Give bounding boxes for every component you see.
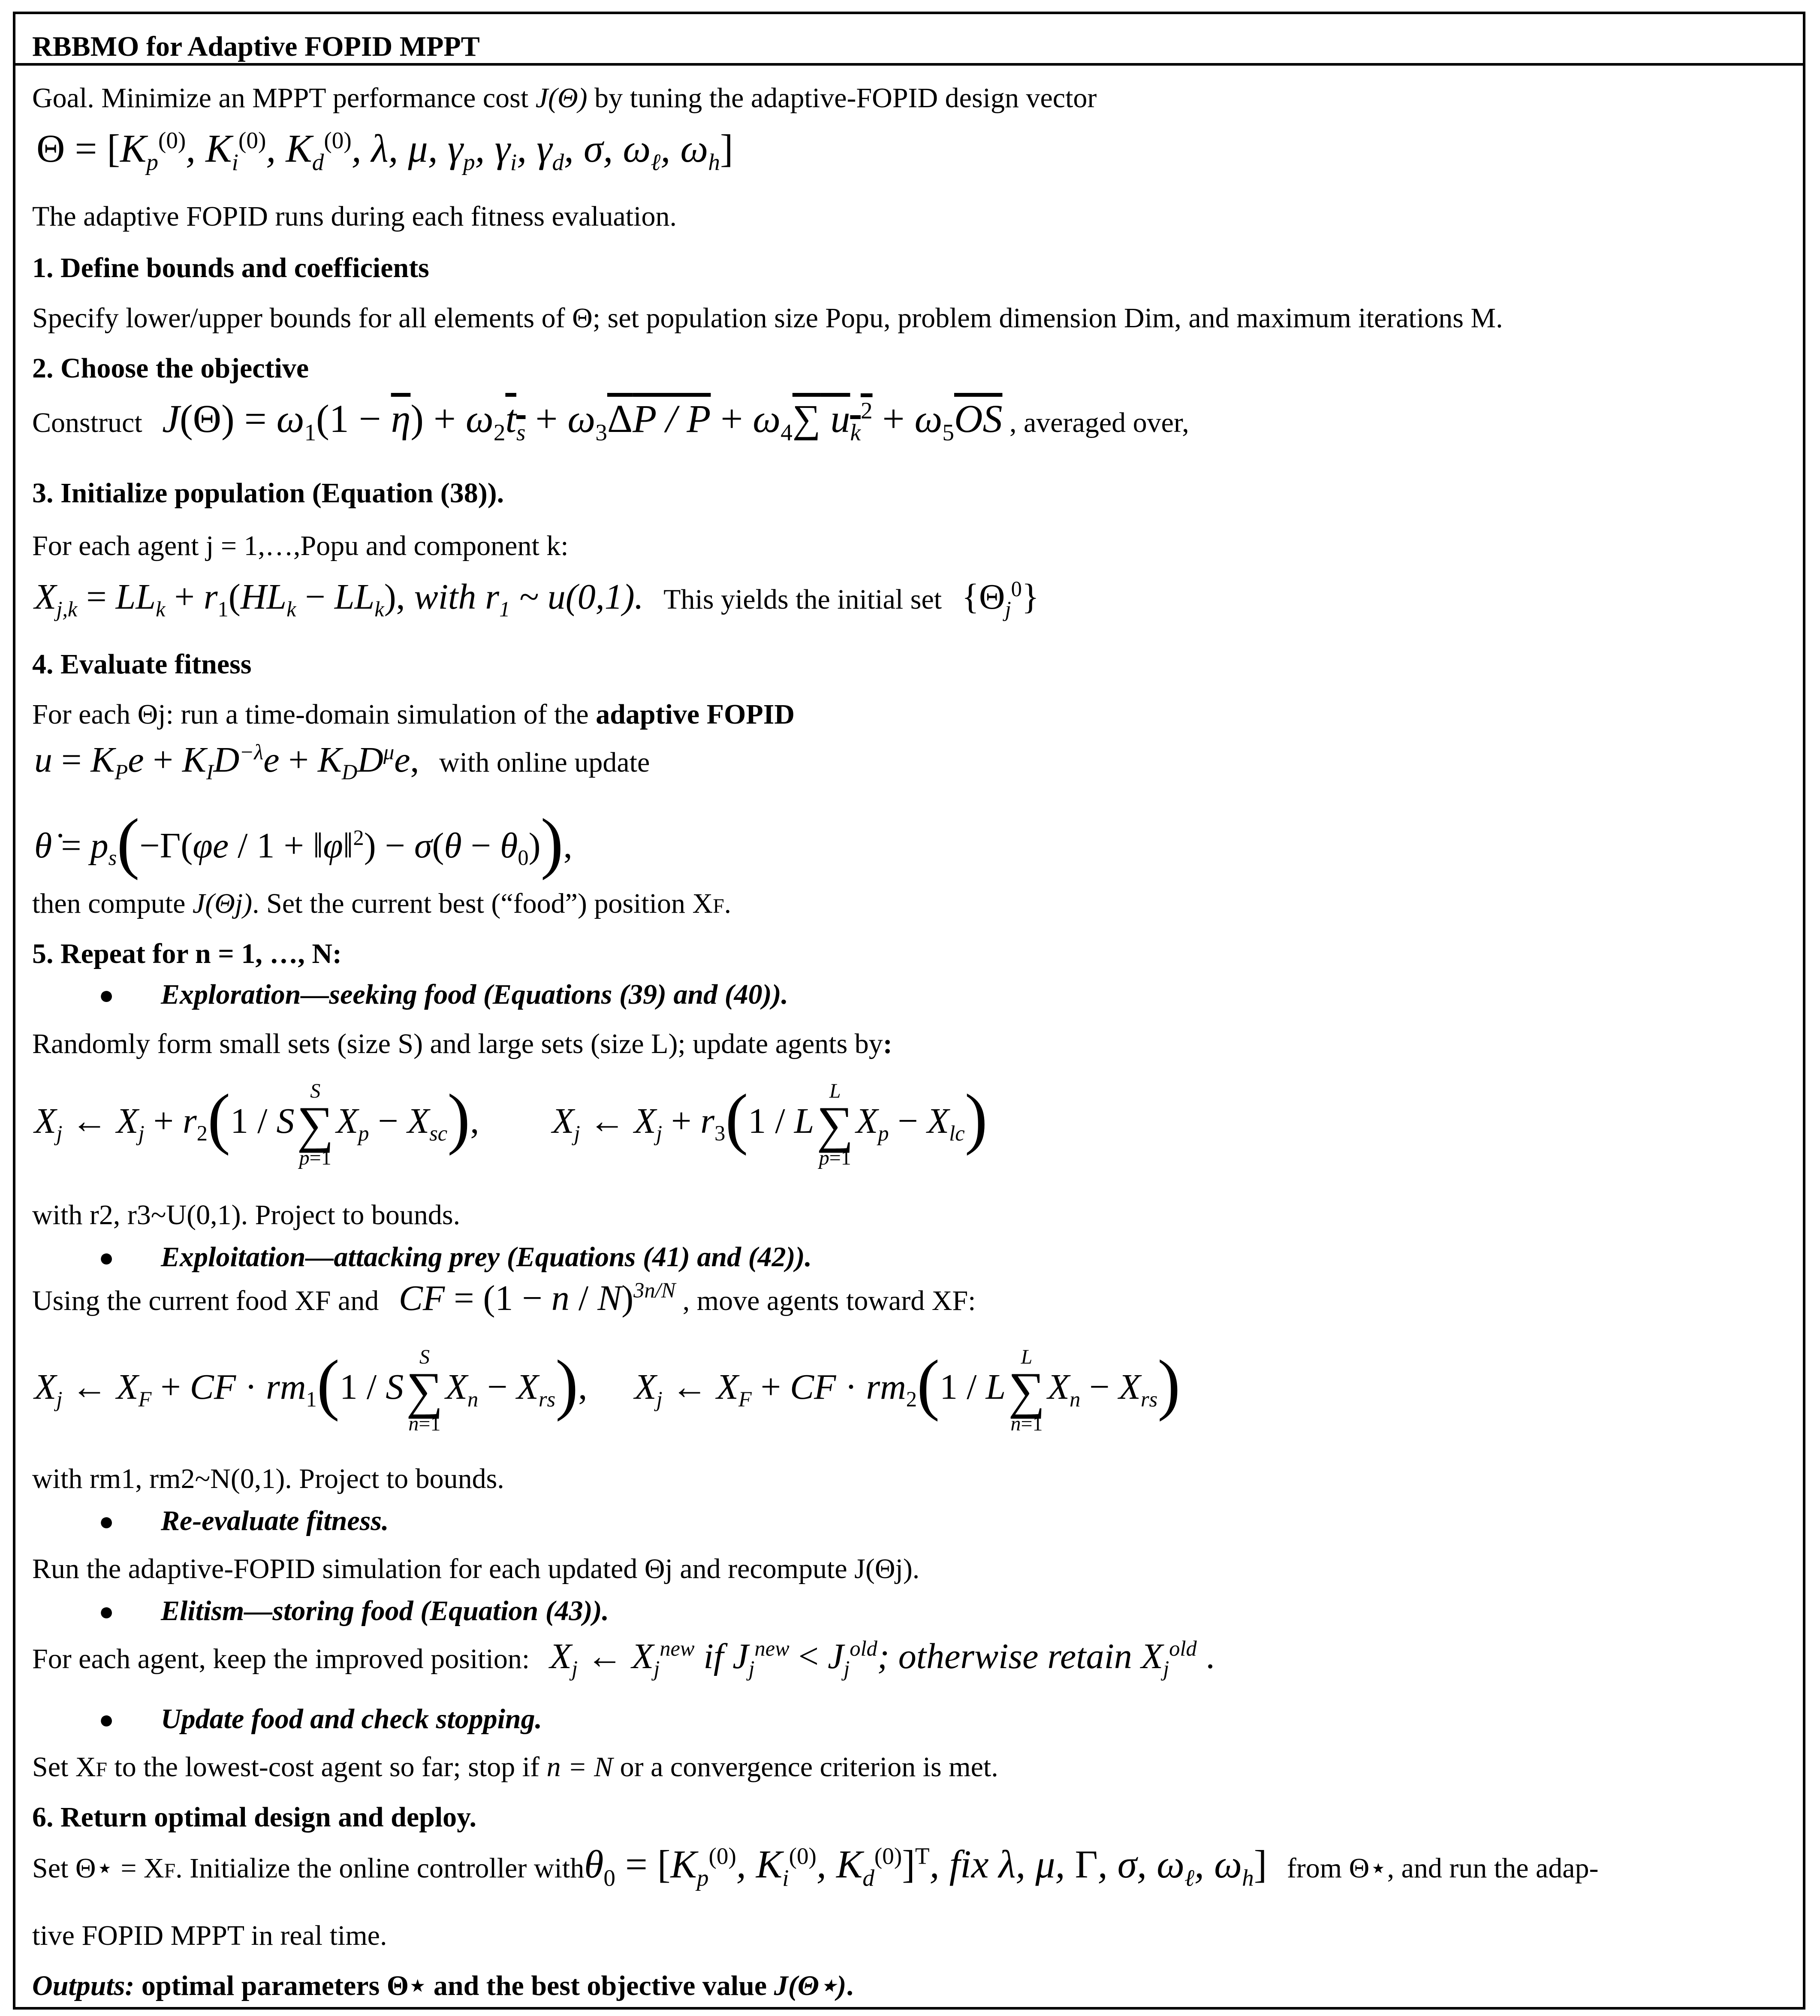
elitism-heading: Elitism—storing food (Equation (43)). xyxy=(161,1595,609,1627)
elitism-text: For each agent, keep the improved position: $X_j$ ← $X_j^{new}$ if $J_j^{new} < J_j^{old}$; otherwise retain $X_j^{old}$ . xyxy=(32,1636,1215,1681)
init-equation-line: $X_{j,k} = LL_k + r_1(HL_k - LL_k)$, with $r_1$ ~ u(0,1). This yields the initial set $\{\Theta_j^0\}$ xyxy=(34,577,1040,621)
step-1-heading: 1. Define bounds and coefficients xyxy=(32,252,429,284)
step-4-heading: 4. Evaluate fitness xyxy=(32,649,252,680)
intro-note: The adaptive FOPID runs during each fitness evaluation. xyxy=(32,201,677,232)
exploration-equations xyxy=(34,1081,988,1168)
bullet-icon: ● xyxy=(99,1507,115,1536)
exploration-equation-large: $X_j$ ← $X_j + r_3(1 / L$ L ∑ p=1 $X_p - X_{lc}$) xyxy=(552,1080,988,1169)
deploy-equation: $\theta_0 = [K_p^{(0)}$, $K_i^{(0)}$, $K_d^{(0)}]^T$, fix λ, μ, Γ, σ, $\omega_\ell$, $\omega_h$] xyxy=(584,1842,1267,1891)
reevaluate-text: Run the adaptive-FOPID simulation for each updated Θj and recompute J(Θj). xyxy=(32,1553,920,1584)
reevaluate-heading: Re-evaluate fitness. xyxy=(161,1505,389,1536)
objective-equation: $J(\Theta) = \omega_1(1 - \overline{\eta}) + \omega_2t_s + \omega_3\Delta P / P + \omega_4\sum$ $u_k^2 + \omega_5\overline{OS}$ xyxy=(162,397,1003,446)
elitism-equation: $X_j$ ← $X_j^{new}$ if $J_j^{new} < J_j^{old}$; otherwise retain $X_j^{old}$ . xyxy=(549,1636,1215,1681)
exploration-after: with r2, r3~U(0,1). Project to bounds. xyxy=(32,1199,461,1231)
update-food-text: Set XF to the lowest-cost agent so far; stop if n = N or a convergence criterion is met. xyxy=(32,1751,998,1783)
exploitation-equation-small: $X_j$ ← $X_F$ + CF · $rm_1(1$ / S S ∑ n=1 $X_n - X_{rs}$), xyxy=(34,1346,588,1435)
control-law-line: $u = K_Pe + K_ID^{-\lambda}e + K_DD^\mu e$, with online update xyxy=(34,740,650,784)
init-equation: $X_{j,k} = LL_k + r_1(HL_k - LL_k)$, with $r_1$ ~ u(0,1). xyxy=(34,577,644,621)
exploration-heading: Exploration—seeking food (Equations (39) and (40)). xyxy=(161,979,789,1010)
bullet-icon: ● xyxy=(99,1597,115,1626)
step-1-text: Specify lower/upper bounds for all elements of Θ; set population size Popu, problem dimension Dim, and maximum iterations M. xyxy=(32,302,1503,334)
control-law-equation: $u = K_Pe + K_ID^{-\lambda}e + K_DD^\mu e$, xyxy=(34,740,419,784)
step-2-heading: 2. Choose the objective xyxy=(32,353,309,384)
exploration-text: Randomly form small sets (size S) and large sets (size L); update agents by: xyxy=(32,1028,892,1059)
header-divider xyxy=(13,63,1805,66)
objective-line: Construct $J(\Theta) = \omega_1(1 - \overline{\eta}) + \omega_2t_s + \omega_3\Delta P / P + \omega_4\sum$ $u_k^2 + \omega_5\overline{OS}$ , averaged over, xyxy=(32,397,1189,446)
exploitation-equations xyxy=(34,1347,1180,1434)
exploitation-text: Using the current food XF and CF = $(1 - n / N)^{3n/N}$ , move agents toward XF: xyxy=(32,1278,976,1318)
exploitation-after: with rm1, rm2~N(0,1). Project to bounds. xyxy=(32,1463,504,1494)
step-5-heading: 5. Repeat for n = 1, …, N: xyxy=(32,938,342,969)
step-4-text: For each Θj: run a time-domain simulation of the adaptive FOPID xyxy=(32,699,795,730)
theta-vector-equation: $\Theta = [K_p^{(0)}$, $K_i^{(0)}$, $K_d^{(0)}$, λ, μ, $\gamma_p$, $\gamma_i$, $\gamma_d$, σ, $\omega_\ell$, $\omega_h$] xyxy=(36,127,733,175)
cf-equation: CF = $(1 - n / N)^{3n/N}$ xyxy=(398,1278,676,1318)
bullet-icon: ● xyxy=(99,981,115,1009)
step-4-after: then compute J(Θj). Set the current best (“food”) position XF. xyxy=(32,888,732,919)
cost-symbol: J(Θ) xyxy=(535,82,588,114)
goal-text: Goal. Minimize an MPPT performance cost J(Θ) by tuning the adaptive-FOPID design vector xyxy=(32,82,1097,114)
exploitation-equation-large: $X_j$ ← $X_F$ + CF · $rm_2(1$ / L L ∑ n=1 $X_n - X_{rs}$) xyxy=(634,1346,1181,1435)
bullet-icon: ● xyxy=(99,1705,115,1734)
step-6-text: Set Θ⋆ = XF. Initialize the online controller withθ$_0$ = [$K_p^{(0)}$, $K_i^{(0)}$, $K_d^{(0)}]^T$, fix λ, μ, Γ, σ, $\omega_\ell$, $\omega_h$] from Θ⋆, and run the adap- xyxy=(32,1842,1599,1891)
algorithm-title: RBBMO for Adaptive FOPID MPPT xyxy=(32,31,480,62)
step-6-heading: 6. Return optimal design and deploy. xyxy=(32,1802,477,1833)
exploitation-heading: Exploitation—attacking prey (Equations (41) and (42)). xyxy=(161,1241,812,1273)
update-food-heading: Update food and check stopping. xyxy=(161,1703,542,1735)
update-law-equation: θ̇ = $p_s(-\Gamma(\varphi e / 1$ + ‖φ‖$^2$) − $\sigma(\theta - \theta_0)$), xyxy=(34,805,573,881)
bullet-icon: ● xyxy=(99,1243,115,1272)
step-3-heading: 3. Initialize population (Equation (38)). xyxy=(32,477,504,509)
exploration-equation-small: $X_j$ ← $X_j + r_2(1 / S$ S ∑ p=1 $X_p - X_{sc}$), xyxy=(34,1080,479,1169)
step-6-continued: tive FOPID MPPT in real time. xyxy=(32,1920,387,1951)
outputs-line: Outputs: optimal parameters Θ⋆ and the best objective value J(Θ⋆). xyxy=(32,1970,853,2001)
initial-set: $\{\Theta_j^0\}$ xyxy=(961,577,1040,621)
step-3-text: For each agent j = 1,…,Popu and component k: xyxy=(32,530,569,561)
